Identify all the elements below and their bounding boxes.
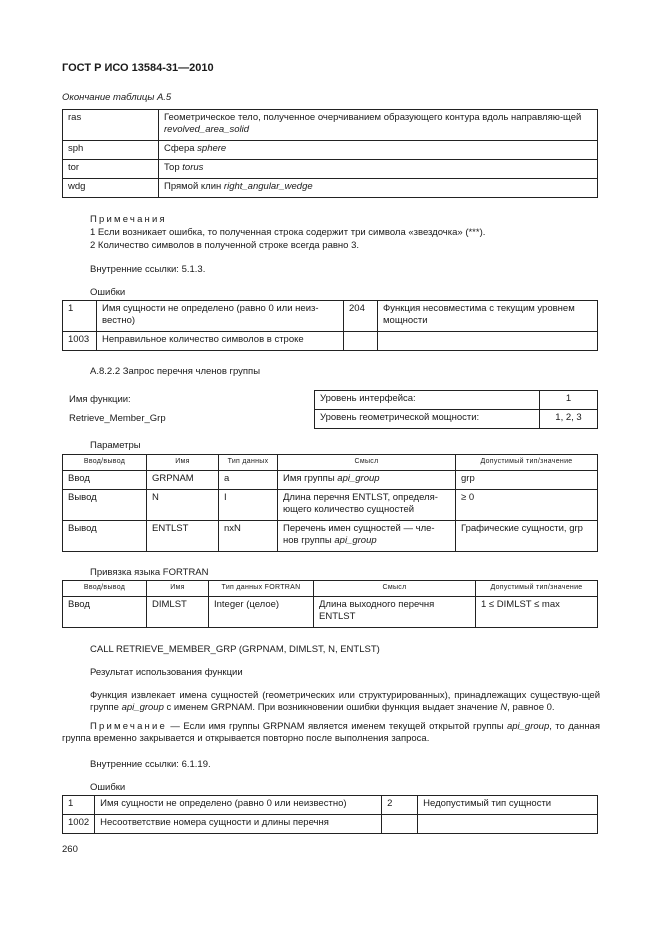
errors-table [62,300,598,351]
text: — [167,721,184,732]
cell-em: sphere [197,143,227,154]
errors-title: Ошибки [90,782,126,793]
error-code: 1 [63,796,95,815]
error-code: 1003 [63,332,97,351]
table-row [63,332,598,351]
error-code: 1002 [63,815,95,834]
table-row [315,410,598,429]
note-title: Примечание [90,721,167,732]
table-a5 [62,109,598,198]
errors-table [62,795,598,834]
errors-title: Ошибки [90,287,126,298]
table-row [63,179,598,198]
fortran-name: DIMLST [147,597,209,628]
cell-text: Имя группы [283,473,338,484]
param-allowed: ≥ 0 [456,490,598,521]
note-item: 1 Если возникает ошибка, то полученная строка содержит три символа «звездочка» (***). [90,227,486,238]
param-io: Ввод [63,471,147,490]
table-cell: wdg [63,179,159,198]
internal-refs: Внутренние ссылки: 6.1.19. [90,759,211,770]
param-io: Вывод [63,521,147,552]
table-row [63,597,598,628]
note2-paragraph [62,721,600,745]
column-header: Имя [147,581,209,597]
fortran-meaning: Длина выходного перечня ENTLST [314,597,476,628]
level-value: 1 [540,391,598,410]
param-meaning [278,521,456,552]
fortran-type: Integer (целое) [209,597,314,628]
table-caption: Окончание таблицы А.5 [62,92,172,103]
column-header: Допустимый тип/значение [476,581,598,597]
error-text: Имя сущности не определено (равно 0 или неизвестно) [95,796,382,815]
param-name: ENTLST [147,521,219,552]
table-row [63,160,598,179]
column-header: Тип данных [219,455,278,471]
column-header: Ввод/вывод [63,581,147,597]
cell-em: revolved_area_solid [164,123,250,135]
table-row [63,471,598,490]
text: Если имя группы GRPNAM является именем текущей открытой группы [183,721,507,732]
param-io: Вывод [63,490,147,521]
error-code: 204 [344,301,378,332]
cell-text: Длина перечня ENTLST, определя-ющего количество сущностей [283,492,438,515]
text: , равное 0. [507,701,555,713]
result-paragraph [90,690,600,714]
internal-refs: Внутренние ссылки: 5.1.3. [90,264,206,275]
text-em: api_group [506,721,550,732]
table-cell [159,110,598,141]
column-header: Тип данных FORTRAN [209,581,314,597]
table-cell [159,160,598,179]
cell-text: Прямой клин [164,181,224,192]
table-cell: sph [63,141,159,160]
table-cell [159,179,598,198]
param-allowed: Графические сущности, grp [456,521,598,552]
params-title: Параметры [90,440,141,451]
text: , то данная группа временно закрывается и открывается повторно после выполнения запроса. [62,721,600,744]
cell-em: torus [182,162,204,173]
table-cell [159,141,598,160]
error-text: Имя сущности не определено (равно 0 или неиз-вестно) [97,301,344,332]
text-em: api_group [121,701,164,713]
levels-table [314,390,598,429]
error-text [418,815,598,834]
level-label: Уровень геометрической мощности: [315,410,540,429]
column-header: Имя [147,455,219,471]
function-name-label: Имя функции: [69,394,131,405]
error-text: Функция несовместима с текущим уровнем мощности [378,301,598,332]
cell-em: api_group [337,473,380,484]
notes-title: Примечания [90,214,167,225]
cell-text: Тор [164,162,183,173]
error-code: 2 [382,796,418,815]
result-title: Результат использования функции [90,667,243,678]
function-name: Retrieve_Member_Grp [69,413,166,424]
table-header-row [63,455,598,471]
params-table [62,454,598,552]
level-label: Уровень интерфейса: [315,391,540,410]
column-header: Ввод/вывод [63,455,147,471]
cell-em: api_group [334,534,377,546]
table-row [63,301,598,332]
param-type: nxN [219,521,278,552]
fortran-table [62,580,598,628]
param-meaning [278,490,456,521]
param-meaning [278,471,456,490]
fortran-title: Привязка языка FORTRAN [90,567,209,578]
text: с именем GRPNAM. При возникновении ошибки функция выдает значение [163,701,501,713]
error-code [344,332,378,351]
table-row [63,815,598,834]
fortran-io: Ввод [63,597,147,628]
cell-text: Сфера [164,143,198,154]
param-name: N [147,490,219,521]
table-row [63,110,598,141]
table-cell: ras [63,110,159,141]
section-title: А.8.2.2 Запрос перечня членов группы [90,366,261,377]
table-row [315,391,598,410]
error-text [378,332,598,351]
error-text: Недопустимый тип сущности [418,796,598,815]
cell-text: Перечень имен сущностей — чле-нов группы [283,523,435,546]
page-number: 260 [62,844,78,855]
text: Функция извлекает имена сущностей (геометрических или структурированных), принадлежащих существую-щей группе [90,690,600,713]
table-row [63,796,598,815]
note-item: 2 Количество символов в полученной строке всегда равно 3. [90,240,359,251]
param-allowed: grp [456,471,598,490]
param-name: GRPNAM [147,471,219,490]
text-em: N [500,701,508,713]
document-header: ГОСТ Р ИСО 13584-31—2010 [62,62,214,74]
column-header: Допустимый тип/значение [456,455,598,471]
table-row [63,141,598,160]
column-header: Смысл [314,581,476,597]
call-statement: CALL RETRIEVE_MEMBER_GRP (GRPNAM, DIMLST, N, ENTLST) [90,644,380,655]
table-row [63,490,598,521]
error-code: 1 [63,301,97,332]
column-header: Смысл [278,455,456,471]
error-text: Несоответствие номера сущности и длины перечня [95,815,382,834]
table-row [63,521,598,552]
table-header-row [63,581,598,597]
level-value: 1, 2, 3 [540,410,598,429]
cell-em: right_angular_wedge [223,181,313,192]
cell-text: Геометрическое тело, полученное очерчиванием образующего контура вдоль направляю-щей [164,112,582,123]
error-code [382,815,418,834]
fortran-allowed: 1 ≤ DIMLST ≤ max [476,597,598,628]
table-cell: tor [63,160,159,179]
error-text: Неправильное количество символов в строке [97,332,344,351]
param-type: I [219,490,278,521]
param-type: a [219,471,278,490]
